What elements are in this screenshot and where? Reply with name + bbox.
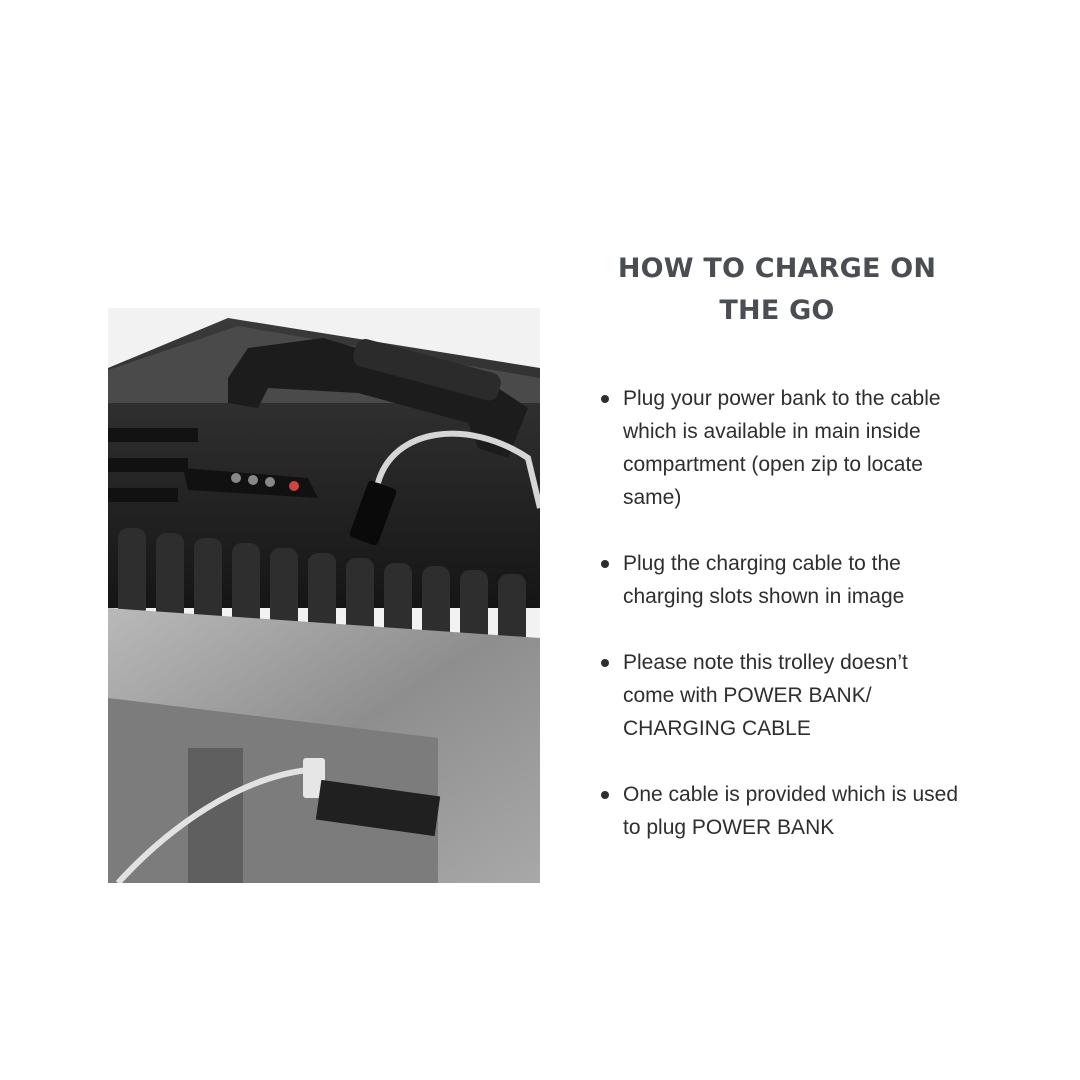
page-title: HOW TO CHARGE ON THE GO <box>617 253 937 326</box>
list-item-text: Plug your power bank to the cable which is available in main inside compartment (open zip to locate same) <box>623 387 941 509</box>
list-item-text: One cable is provided which is used to plug POWER BANK <box>623 783 959 839</box>
list-item <box>592 382 962 514</box>
list-item <box>592 778 962 844</box>
list-item <box>592 646 962 745</box>
bullet-icon <box>601 560 609 568</box>
list-item <box>592 547 962 613</box>
bullet-icon <box>601 395 609 403</box>
product-photo-suitcase <box>108 308 540 883</box>
list-item-text: Please note this trolley doesn’t come with POWER BANK/ CHARGING CABLE <box>623 651 908 740</box>
bullet-icon <box>601 659 609 667</box>
instructions-list <box>592 382 962 844</box>
suitcase-illustration <box>108 308 540 883</box>
list-item-text: Plug the charging cable to the charging slots shown in image <box>623 552 905 608</box>
instructions-panel <box>592 248 962 877</box>
bullet-icon <box>601 791 609 799</box>
